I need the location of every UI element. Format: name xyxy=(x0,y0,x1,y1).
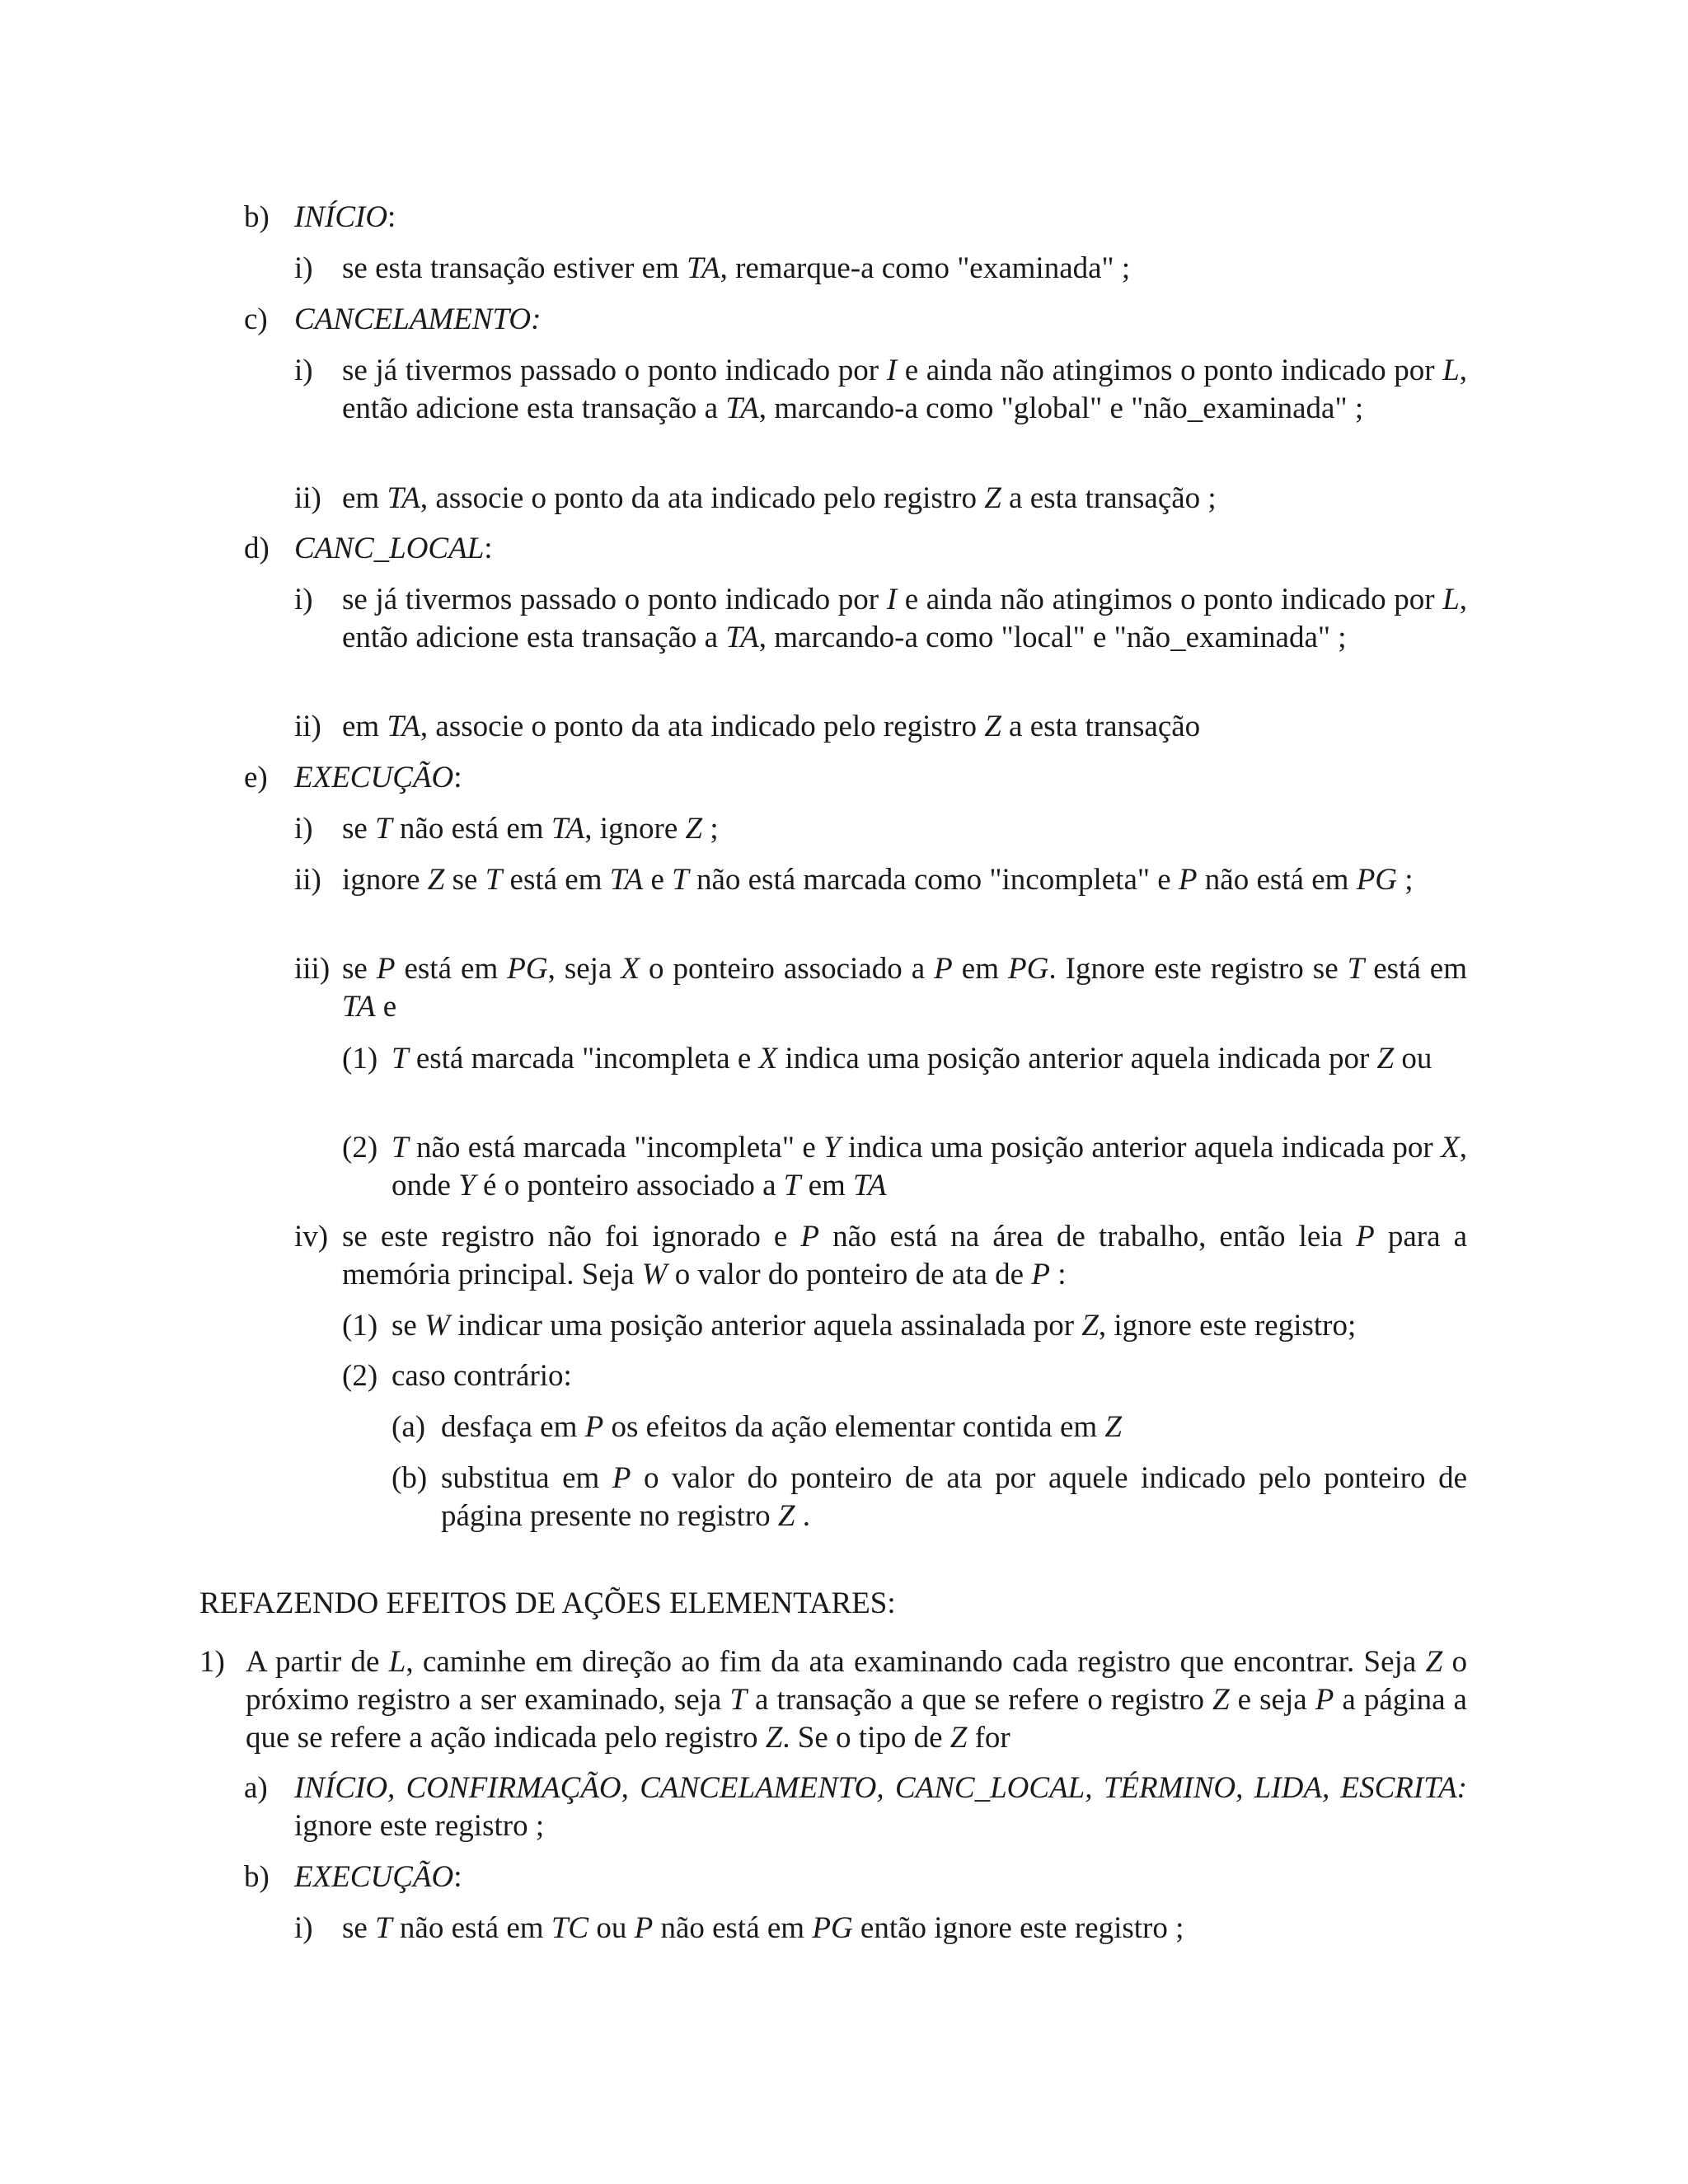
list-item-text: se esta transação estiver em TA, remarque-a como "examinada" ; xyxy=(342,251,1131,285)
list-item-e-iii xyxy=(294,950,1467,1026)
list-item-text: em TA, associe o ponto da ata indicado pelo registro Z a esta transação ; xyxy=(342,481,1217,515)
list-item-d xyxy=(244,530,1467,568)
list-label: 1) xyxy=(199,1645,225,1679)
section-title: EXECUÇÃO xyxy=(294,761,454,794)
list-item-d-ii xyxy=(294,708,1467,746)
section-title: CANC_LOCAL xyxy=(294,532,485,565)
list-item-c xyxy=(244,301,1467,339)
list-item-e-iv-2 xyxy=(342,1357,1467,1395)
list-item-e-iii-2 xyxy=(342,1129,1467,1205)
list-item-e-iii-1 xyxy=(342,1040,1467,1078)
list-label: (2) xyxy=(342,1359,378,1393)
list-item-c-ii xyxy=(294,480,1467,518)
list-label: (2) xyxy=(342,1131,378,1165)
list-item-1-b xyxy=(244,1858,1467,1896)
list-item-text: em TA, associe o ponto da ata indicado pelo registro Z a esta transação xyxy=(342,710,1201,743)
list-label: iv) xyxy=(294,1220,329,1254)
list-item-text: se T não está em TC ou P não está em PG então ignore este registro ; xyxy=(342,1911,1184,1945)
list-item-text: se W indicar uma posição anterior aquela assinalada por Z, ignore este registro; xyxy=(392,1309,1357,1343)
list-item-text: desfaça em P os efeitos da ação elementar contida em Z xyxy=(441,1410,1122,1444)
list-label: i) xyxy=(294,583,313,616)
list-label: a) xyxy=(244,1771,268,1805)
list-label: i) xyxy=(294,1911,313,1945)
list-item-text: EXECUÇÃO: xyxy=(294,1860,462,1894)
list-item-text: se T não está em TA, ignore Z ; xyxy=(342,812,719,846)
list-label: (b) xyxy=(392,1461,428,1495)
list-item-1-a xyxy=(244,1769,1467,1845)
section-title: INÍCIO xyxy=(294,200,388,234)
list-item-e-iv-2-b xyxy=(392,1460,1467,1535)
list-label: e) xyxy=(244,761,268,794)
list-label: ii) xyxy=(294,710,321,743)
list-item-text: T não está marcada "incompleta" e Y indica uma posição anterior aquela indicada por X, onde Y é o ponteiro associado a T em TA xyxy=(392,1131,1467,1202)
list-item-b-i xyxy=(294,250,1467,288)
list-item-text: ignore Z se T está em TA e T não está marcada como "incompleta" e P não está em PG ; xyxy=(342,863,1414,897)
list-item-e xyxy=(244,759,1467,797)
list-item-e-iv-2-a xyxy=(392,1408,1467,1446)
list-label: iii) xyxy=(294,952,331,986)
list-label: b) xyxy=(244,200,270,234)
list-label: ii) xyxy=(294,481,321,515)
list-label: i) xyxy=(294,251,313,285)
list-item-text: A partir de L, caminhe em direção ao fim da ata examinando cada registro que encontrar. Seja Z o próximo registro a ser examinado, seja T a transação a que se refere o registro Z e seja P a página a que se refere a ação indicada pelo registro Z. Se o tipo de Z for xyxy=(246,1645,1468,1755)
list-item-text: INÍCIO: xyxy=(294,200,396,234)
list-item-text: T está marcada "incompleta e X indica uma posição anterior aquela indicada por Z ou xyxy=(392,1042,1432,1076)
list-item-1 xyxy=(199,1643,1468,1757)
list-label: c) xyxy=(244,302,268,336)
list-item-text: substitua em P o valor do ponteiro de ata por aquele indicado pelo ponteiro de página presente no registro Z . xyxy=(441,1461,1467,1533)
list-item-e-i xyxy=(294,810,1467,848)
list-item-e-ii xyxy=(294,861,1467,899)
section-heading: REFAZENDO EFEITOS DE AÇÕES ELEMENTARES: xyxy=(199,1586,896,1620)
list-item-c-i xyxy=(294,352,1468,428)
list-item-e-iv xyxy=(294,1218,1467,1294)
list-label: (a) xyxy=(392,1410,426,1444)
list-label: (1) xyxy=(342,1042,378,1076)
list-item-text: se este registro não foi ignorado e P não está na área de trabalho, então leia P para a memória principal. Seja W o valor do ponteiro de ata de P : xyxy=(342,1220,1467,1291)
list-item-e-iv-1 xyxy=(342,1307,1467,1345)
list-item-text xyxy=(294,301,1467,339)
list-item-text: EXECUÇÃO: xyxy=(294,761,462,794)
list-item-text: se já tivermos passado o ponto indicado por I e ainda não atingimos o ponto indicado por L, então adicione esta transação a TA, marcando-a como "global" e "não_examinada" ; xyxy=(342,354,1468,425)
list-item-text: INÍCIO, CONFIRMAÇÃO, CANCELAMENTO, CANC_LOCAL, TÉRMINO, LIDA, ESCRITA: ignore este registro ; xyxy=(294,1771,1467,1843)
list-label: i) xyxy=(294,812,313,846)
list-item-text: caso contrário: xyxy=(392,1359,572,1393)
list-item-text: se P está em PG, seja X o ponteiro associado a P em PG. Ignore este registro se T está em TA e xyxy=(342,952,1467,1024)
list-item-d-i xyxy=(294,581,1468,657)
list-item-text: se já tivermos passado o ponto indicado por I e ainda não atingimos o ponto indicado por L, então adicione esta transação a TA, marcando-a como "local" e "não_examinada" ; xyxy=(342,583,1468,654)
list-label: ii) xyxy=(294,863,321,897)
list-item-1-b-i xyxy=(294,1910,1467,1947)
list-label: i) xyxy=(294,354,313,387)
list-label: b) xyxy=(244,1860,270,1894)
list-label: (1) xyxy=(342,1309,378,1343)
section-title: CANCELAMENTO: xyxy=(294,302,542,336)
section-title: EXECUÇÃO xyxy=(294,1860,454,1894)
list-item-text: CANC_LOCAL: xyxy=(294,532,493,565)
list-item-b xyxy=(244,199,1467,237)
list-label: d) xyxy=(244,532,270,565)
